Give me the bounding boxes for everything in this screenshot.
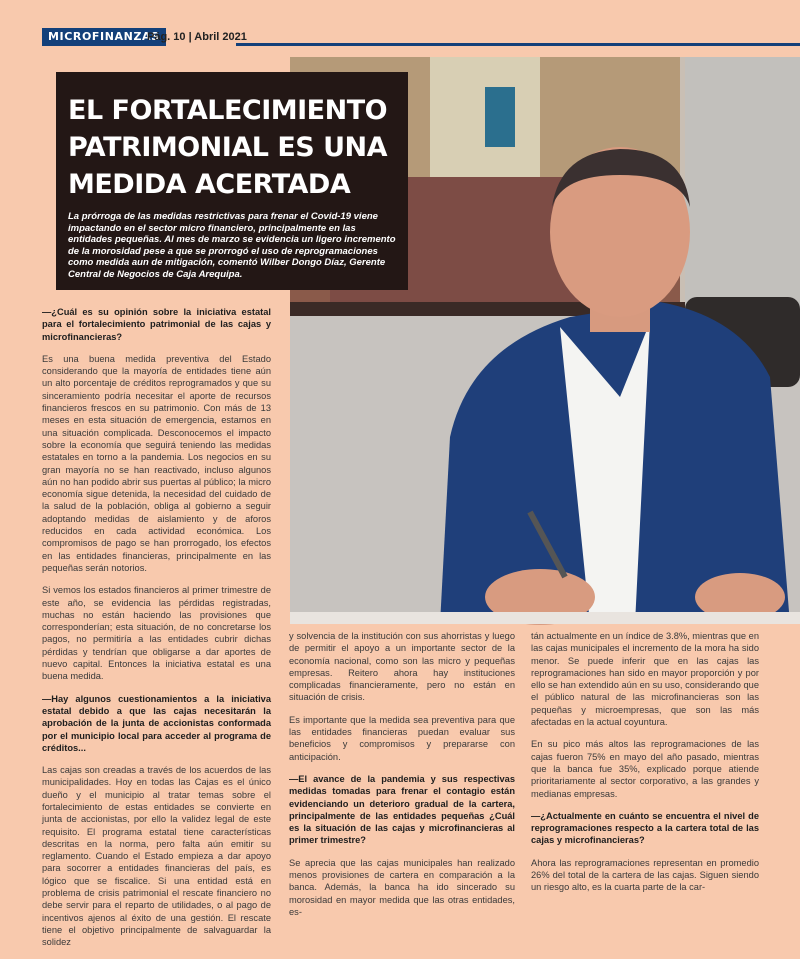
question-3: —El avance de la pandemia y sus respectivas medidas tomadas para frenar el contagio están evidenciando un deterioro gradual de la cartera, principalmente de las entidades pequeñas ¿Cuál es la situación de las cajas y microfinancieras al primer trimestre?: [289, 773, 515, 846]
paragraph: Ahora las reprogramaciones representan en promedio 26% del total de la cartera de las cajas. Siguen siendo un riesgo alto, es la cuarta parte de la car-: [531, 857, 759, 893]
article-title: EL FORTALECIMIENTO PATRIMONIAL ES UNA MEDIDA ACERTADA: [68, 95, 388, 200]
page-header: [0, 0, 800, 50]
header-rule: [236, 43, 800, 46]
column-1-top: [42, 306, 271, 693]
article-lead: La prórroga de las medidas restrictivas para frenar el Covid-19 viene impactando en el sector micro financiero, principalmente en las entidades pequeñas. Al mes de marzo se evidencia un ligero incremento de la morosidad pese a que se prorrogó el uso de reprogramaciones como medida aun de mitigación, comentó Wilber Dongo Díaz, Gerente Central de Negocios de Caja Arequipa.: [68, 211, 396, 280]
column-3: [531, 630, 759, 904]
paragraph: tán actualmente en un índice de 3.8%, mientras que en las cajas municipales el incremento de la mora ha sido menor. Se puede inferir que en las cajas las reprogramaciones han sido en mayor proporción y por ello se han extendido aún en su uso, considerando que el público natural de las microfinancieras son las pequeñas y microempresas, que son las más afectadas en la actual coyuntura.: [531, 631, 759, 728]
paragraph: En su pico más altos las reprogramaciones de las cajas fueron 75% en mayo del año pasado, mientras que la banca fue 35%, explicado porque atiende prioritariamente al sector corporativo, a las grandes y medianas empresas.: [531, 739, 759, 799]
paragraph: Se aprecia que las cajas municipales han realizado menos provisiones de cartera en comparación a la banca. Además, la banca ha ido sincerado su morosidad en mayor medida que las otras entidades, es-: [289, 857, 515, 917]
paragraph: y solvencia de la institución con sus ahorristas y luego de permitir el apoyo a un importante sector de la economía nacional, como son las micro y pequeñas empresas. Reitero ahora hay instituciones complicadas financieramente, pero no están en situación de crisis.: [289, 631, 515, 703]
paragraph: Las cajas son creadas a través de los acuerdos de las municipalidades. Hoy en todas las Cajas es el único dueño y el municipio al tratar temas sobre el fortalecimiento de estas entidades se convierte en junta de accionistas, por ello la validez legal de este requisito. El programa estatal tiene características descritas en la norma, pero falta aún emitir su reglamento. Cuando el Estado empieza a dar apoyo para socorrer a entidades financieras del país, es lógico que se fiscalice. Si una entidad está en problema de crisis patrimonial el rescate financiero no debe servir para el reparto de utilidades, o al pago de incentivos ajenos al éxito de una gestión. El rescate tiene el objetivo principalmente de salvaguardar la solidez: [42, 765, 271, 948]
title-box: [56, 72, 408, 290]
page-info: Pág. 10 | Abril 2021: [147, 31, 247, 43]
paragraph: Es una buena medida preventiva del Estado considerando que la mayoría de entidades tiene aún un alto porcentaje de créditos reprogramados y que su sinceramiento podría necesitar el aporte de recursos financieros frescos en su patrimonio. Con más de 13 meses en esta situación de emergencia, estamos en una situación complicada. Desconocemos el impacto sobre la economía que seguirá teniendo las medidas estatales en torno a la pandemia. Los negocios en su gran mayoría no se han reactivado, incluso algunos aún no han podido abrir sus puertas al público; la micro economía sigue detenida, la necesidad del cuidado de la salud de la población, obliga al gobierno a seguir adoptando medidas de aislamiento y de aforos reducidos en cada actividad económica. Los compromisos de pago se han prorrogado, los efectos en las entidades financieras, principalmente en las pequeñas serán notorios.: [42, 353, 271, 573]
paragraph: Es importante que la medida sea preventiva para que las entidades financieras puedan evaluar sus beneficios y compromisos y prepararse con anticipación.: [289, 714, 515, 762]
brand-logo: MICROFINANZAS: [42, 28, 166, 46]
column-2: [289, 630, 515, 928]
question-2: —Hay algunos cuestionamientos a la iniciativa estatal debido a que las cajas necesitarán la aprobación de la junta de accionistas conformada por el municipio local para acceder al programa de créditos...: [42, 693, 271, 753]
column-1-bottom: [42, 693, 271, 959]
question-1: —¿Cuál es su opinión sobre la iniciativa estatal para el fortalecimiento patrimonial de las cajas y microfinancieras?: [42, 307, 271, 342]
question-4: —¿Actualmente en cuánto se encuentra el nivel de reprogramaciones respecto a la cartera total de las cajas y microfinancieras?: [531, 810, 759, 846]
paragraph: Si vemos los estados financieros al primer trimestre de este año, se evidencia las pérdidas registradas, muchas no están haciendo las provisiones que corresponderían; esta situación, de no concretarse los pagos, no permitiría a las entidades cubrir dichas pérdidas y tendrían que obligarse a dar aportes de nuevo capital. Entonces la iniciativa estatal es una buena medida.: [42, 585, 271, 682]
